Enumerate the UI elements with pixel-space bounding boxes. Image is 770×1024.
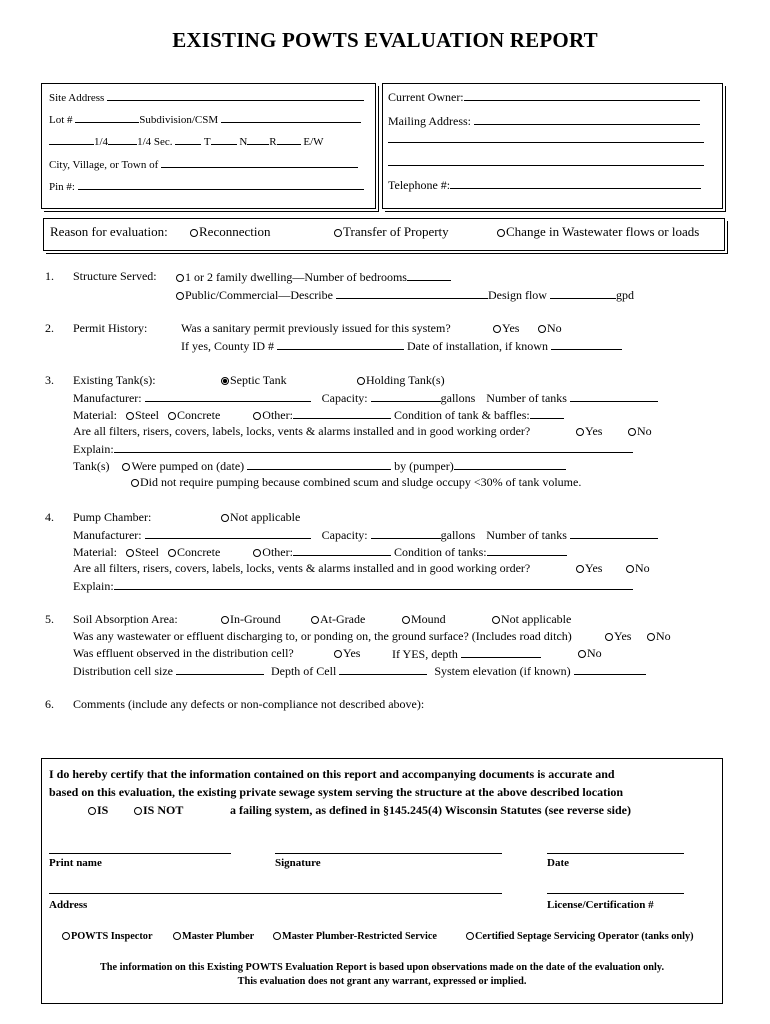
section1-number: 1. (45, 269, 54, 283)
manufacturer-field[interactable] (145, 390, 311, 402)
condition-label: Condition of tanks: (393, 545, 487, 559)
range-prefix-field[interactable] (247, 133, 269, 145)
signature-line[interactable] (275, 853, 502, 854)
elevation-field[interactable] (574, 663, 646, 675)
radio-icon (88, 807, 96, 815)
address-line[interactable] (49, 893, 502, 894)
gpd-label: gpd (615, 288, 634, 302)
num-tanks-label: Number of tanks (486, 391, 567, 405)
tank-manufacturer-row (73, 390, 658, 405)
pump-material-row (73, 544, 567, 559)
permit-yes[interactable]: Yes (493, 321, 519, 335)
explain-label: Explain: (73, 442, 114, 456)
depth-if-yes-field[interactable] (461, 646, 541, 658)
capacity-label: Capacity: (321, 528, 368, 542)
tank-pumped-row (73, 458, 566, 473)
radio-icon (190, 229, 198, 237)
address-label: Address (49, 899, 88, 911)
installation-date-label: Date of installation, if known (407, 339, 548, 353)
dist-size-label: Distribution cell size (73, 664, 173, 678)
lot-field[interactable] (75, 111, 139, 123)
telephone-field[interactable] (450, 177, 701, 189)
at-grade-option[interactable]: At-Grade (311, 612, 365, 626)
radio-icon (176, 292, 184, 300)
pin-row (49, 178, 364, 194)
current-owner-label: Current Owner: (388, 90, 464, 104)
subdivision-label: Subdivision/CSM (139, 114, 219, 126)
telephone-row (388, 177, 701, 192)
radio-icon (122, 463, 130, 471)
in-ground-option[interactable]: In-Ground (221, 612, 281, 626)
effluent-question: Was effluent observed in the distribution cell? (73, 646, 294, 660)
radio-icon (466, 932, 474, 940)
radio-icon (134, 807, 142, 815)
material-label: Material: (73, 545, 117, 559)
lot-row (49, 111, 361, 127)
condition-label: Condition of tank & baffles: (393, 408, 530, 422)
subdivision-field[interactable] (221, 111, 361, 123)
radio-icon (493, 325, 501, 333)
date-label: Date (547, 857, 569, 869)
not-require-pumping-option[interactable]: Did not require pumping because combined scum and sludge occupy <30% of tank volume. (131, 475, 581, 489)
section5-label: Soil Absorption Area: (73, 612, 178, 626)
range-label: R (269, 136, 277, 148)
design-flow-label: Design flow (487, 288, 547, 302)
section5-number: 5. (45, 612, 54, 626)
pumped-date-field[interactable] (247, 458, 391, 470)
disclaimer-line-2: This evaluation does not grant any warrant, expressed or implied. (237, 976, 527, 987)
comments-field[interactable] (73, 714, 713, 750)
permit-no[interactable]: No (538, 321, 562, 335)
mailing-field[interactable] (474, 113, 700, 125)
city-row (49, 156, 358, 172)
radio-icon (605, 633, 613, 641)
county-row (181, 338, 622, 353)
township-label: T (203, 136, 211, 148)
distribution-row (73, 663, 646, 678)
cert-line-1: I do hereby certify that the information contained on this report and accompanying documents is accurate and (49, 767, 615, 781)
radio-icon (131, 479, 139, 487)
material-steel[interactable]: Steel (126, 545, 159, 559)
radio-icon (221, 377, 229, 385)
radio-icon (253, 412, 261, 420)
radio-icon (626, 565, 634, 573)
explain-label: Explain: (73, 579, 114, 593)
township-field[interactable] (211, 133, 237, 145)
radio-icon (311, 616, 319, 624)
tank-filters-question: Are all filters, risers, covers, labels, locks, vents & alarms installed and in good working order? (73, 424, 531, 438)
north-label: N (239, 136, 248, 148)
radio-icon (628, 428, 636, 436)
pump-filters-question: Are all filters, risers, covers, labels, locks, vents & alarms installed and in good working order? (73, 561, 531, 575)
condition-field[interactable] (487, 544, 567, 556)
capacity-field[interactable] (371, 527, 441, 539)
tanks-label: Tank(s) (73, 459, 110, 473)
site-address-row (49, 89, 364, 105)
pin-label: Pin #: (49, 181, 75, 193)
reason-label: Reason for evaluation: (50, 224, 168, 239)
discharge-question: Was any wastewater or effluent discharging to, or ponding on, the ground surface? (Includes road ditch) (73, 629, 572, 643)
num-tanks-field[interactable] (570, 527, 658, 539)
material-concrete[interactable]: Concrete (168, 545, 220, 559)
radio-icon (62, 932, 70, 940)
page-title: EXISTING POWTS EVALUATION REPORT (172, 28, 598, 52)
tank-explain-row (73, 441, 633, 456)
role-master-plumber[interactable]: Master Plumber (173, 930, 254, 944)
radio-icon (492, 616, 500, 624)
ew-label: E/W (303, 136, 324, 148)
city-field[interactable] (161, 156, 358, 168)
radio-icon (176, 274, 184, 282)
cert-line-2: based on this evaluation, the existing private sewage system serving the structure at the above described location (49, 785, 624, 799)
site-address-field[interactable] (107, 89, 364, 101)
dwelling-option[interactable]: 1 or 2 family dwelling—Number of bedrooms (176, 269, 451, 284)
radio-icon (576, 565, 584, 573)
radio-icon (168, 412, 176, 420)
radio-icon (538, 325, 546, 333)
section2-label: Permit History: (73, 321, 148, 335)
capacity-field[interactable] (371, 390, 441, 402)
capacity-label: Capacity: (321, 391, 368, 405)
other-field[interactable] (293, 407, 391, 419)
disclaimer-line-1: The information on this Existing POWTS Evaluation Report is based upon observations made on the date of the evaluation only. (99, 962, 665, 973)
print-name-line[interactable] (49, 853, 231, 854)
mailing-row (388, 113, 700, 128)
effluent-depth-row (392, 646, 541, 661)
pump-explain-row (73, 578, 633, 593)
print-name-label: Print name (49, 857, 102, 869)
site-address-label: Site Address (49, 92, 105, 104)
material-concrete[interactable]: Concrete (168, 408, 220, 422)
effluent-no[interactable]: No (578, 646, 602, 660)
mound-option[interactable]: Mound (402, 612, 446, 626)
quarter2-field[interactable] (108, 133, 137, 145)
septic-tank-option[interactable]: Septic Tank (221, 373, 287, 387)
radio-icon (273, 932, 281, 940)
gallons-label: gallons (440, 391, 476, 405)
role-septage-operator[interactable]: Certified Septage Servicing Operator (tanks only) (466, 930, 694, 944)
num-tanks-label: Number of tanks (486, 528, 567, 542)
manufacturer-field[interactable] (145, 527, 311, 539)
section4-number: 4. (45, 510, 54, 524)
quarter1-field[interactable] (49, 133, 94, 145)
current-owner-row (388, 89, 700, 104)
section6-number: 6. (45, 697, 54, 711)
cert-is-not-option[interactable]: IS NOT (134, 803, 183, 817)
reason-change-flows[interactable]: Change in Wastewater flows or loads (497, 225, 699, 239)
tank-material-row (73, 407, 564, 422)
date-line[interactable] (547, 853, 684, 854)
quarter1-label: 1/4 (94, 136, 109, 148)
dist-size-field[interactable] (176, 663, 264, 675)
pump-filters-no[interactable]: No (626, 561, 650, 575)
current-owner-field[interactable] (464, 89, 700, 101)
pumper-field[interactable] (454, 458, 566, 470)
radio-icon (221, 616, 229, 624)
bedrooms-field[interactable] (407, 269, 451, 281)
radio-icon (402, 616, 410, 624)
section6-label: Comments (include any defects or non-compliance not described above): (73, 697, 425, 711)
radio-icon (173, 932, 181, 940)
soil-not-applicable[interactable]: Not applicable (492, 612, 571, 626)
installation-date-field[interactable] (551, 338, 622, 350)
material-other[interactable]: Other: (253, 545, 293, 559)
range-field[interactable] (277, 133, 301, 145)
mailing-label: Mailing Address: (388, 114, 471, 128)
radio-icon (578, 650, 586, 658)
explain-field[interactable] (114, 578, 633, 590)
depth-cell-label: Depth of Cell (270, 664, 337, 678)
condition-field[interactable] (530, 407, 564, 419)
reason-transfer[interactable]: Transfer of Property (334, 225, 449, 239)
signature-label: Signature (275, 857, 321, 869)
manufacturer-label: Manufacturer: (73, 391, 142, 405)
discharge-yes[interactable]: Yes (605, 629, 631, 643)
role-powts-inspector[interactable]: POWTS Inspector (62, 930, 153, 944)
radio-icon (168, 549, 176, 557)
section-field[interactable] (175, 133, 201, 145)
depth-cell-field[interactable] (339, 663, 427, 675)
role-master-plumber-restricted[interactable]: Master Plumber-Restricted Service (273, 930, 437, 944)
reason-reconnection[interactable]: Reconnection (190, 225, 270, 239)
tank-filters-yes[interactable]: Yes (576, 424, 602, 438)
public-commercial-option[interactable]: Public/Commercial—Describe Design flow gpd (176, 287, 634, 302)
radio-icon (334, 229, 342, 237)
radio-icon (126, 412, 134, 420)
radio-icon (334, 650, 342, 658)
design-flow-field[interactable] (550, 287, 616, 299)
section4-label: Pump Chamber: (73, 510, 152, 524)
material-label: Material: (73, 408, 117, 422)
section1-label: Structure Served: (73, 269, 157, 283)
license-label: License/Certification # (547, 899, 654, 911)
radio-icon (497, 229, 505, 237)
county-field[interactable] (277, 338, 404, 350)
manufacturer-label: Manufacturer: (73, 528, 142, 542)
elevation-label: System elevation (if known) (434, 664, 571, 678)
mailing-line-3[interactable] (388, 165, 704, 166)
radio-icon (126, 549, 134, 557)
lot-label: Lot # (49, 114, 73, 126)
section3-label: Existing Tank(s): (73, 373, 156, 387)
radio-icon (357, 377, 365, 385)
city-label: City, Village, or Town of (49, 159, 159, 171)
pump-manufacturer-row (73, 527, 658, 542)
discharge-no[interactable]: No (647, 629, 671, 643)
effluent-yes[interactable]: Yes (334, 646, 360, 660)
permit-question: Was a sanitary permit previously issued for this system? (181, 321, 451, 335)
explain-field[interactable] (114, 441, 633, 453)
pump-not-applicable[interactable]: Not applicable (221, 510, 300, 524)
radio-icon (221, 514, 229, 522)
legal-description-row (49, 133, 324, 149)
radio-icon (253, 549, 261, 557)
num-tanks-field[interactable] (570, 390, 658, 402)
depth-if-yes-label: If YES, depth (392, 647, 458, 661)
pump-filters-yes[interactable]: Yes (576, 561, 602, 575)
other-field[interactable] (293, 544, 391, 556)
cert-line-3: a failing system, as defined in §145.245(4) Wisconsin Statutes (see reverse side) (230, 803, 631, 817)
section2-number: 2. (45, 321, 54, 335)
pumped-option[interactable]: Were pumped on (date) (122, 459, 244, 473)
license-line[interactable] (547, 893, 684, 894)
telephone-label: Telephone #: (388, 178, 451, 192)
quarter2-label: 1/4 Sec. (137, 136, 173, 148)
pin-field[interactable] (78, 178, 364, 190)
material-steel[interactable]: Steel (126, 408, 159, 422)
material-other[interactable]: Other: (253, 408, 293, 422)
pumper-label: by (pumper) (394, 459, 454, 473)
county-label: If yes, County ID # (181, 339, 274, 353)
mailing-line-2[interactable] (388, 142, 704, 143)
radio-icon (576, 428, 584, 436)
section3-number: 3. (45, 373, 54, 387)
describe-field[interactable] (336, 287, 488, 299)
tank-filters-no[interactable]: No (628, 424, 652, 438)
radio-icon (647, 633, 655, 641)
cert-is-option[interactable]: IS (88, 803, 108, 817)
gallons-label: gallons (440, 528, 476, 542)
holding-tank-option[interactable]: Holding Tank(s) (357, 373, 445, 387)
